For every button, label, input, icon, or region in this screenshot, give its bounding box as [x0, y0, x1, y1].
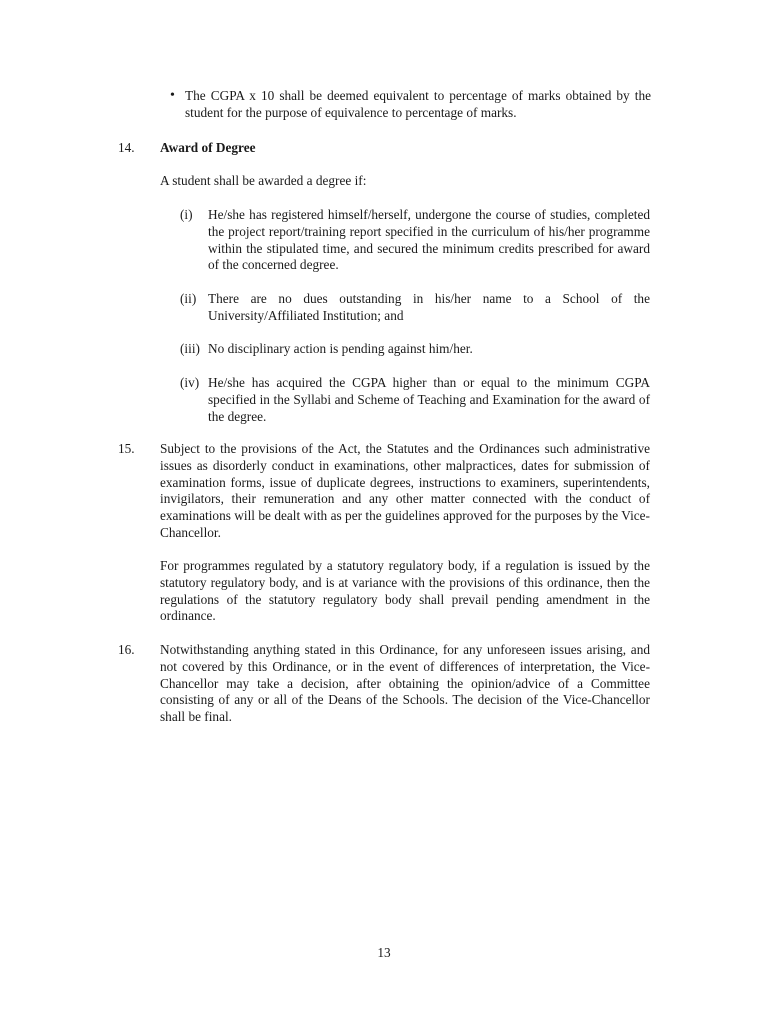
condition-text-ii: There are no dues outstanding in his/her name to a School of the University/Affiliated Institution; and — [208, 291, 650, 323]
section-14-intro: A student shall be awarded a degree if: — [160, 173, 367, 188]
section-14-number: 14. — [118, 140, 135, 155]
bullet-marker: • — [170, 88, 175, 103]
section-15-paragraph-2: For programmes regulated by a statutory regulatory body, if a regulation is issued by the statutory regulatory body, and is at variance with the provisions of this ordinance, then the regulations of the statutory regulatory body shall prevail pending amendment in the ordinance. — [160, 558, 650, 624]
condition-label-ii: (ii) — [180, 291, 197, 306]
condition-label-iv: (iv) — [180, 375, 200, 390]
section-14-title: Award of Degree — [160, 140, 256, 155]
section-16-paragraph: Notwithstanding anything stated in this Ordinance, for any unforeseen issues arising, and not covered by this Ordinance, or in the event of differences of interpretation, the Vice-Chancellor may take a decision, after obtaining the opinion/advice of a Committee consisting of any or all of the Deans of the Schools. The decision of the Vice-Chancellor shall be final. — [160, 642, 650, 725]
section-15-paragraph-1: Subject to the provisions of the Act, the Statutes and the Ordinances such administrative issues as disorderly conduct in examinations, other malpractices, dates for submission of examination forms, issue of duplicate degrees, instructions to examiners, superintendents, invigilators, their remuneration and any other matter connected with the conduct of examinations will be dealt with as per the guidelines approved for the purposes by the Vice-Chancellor. — [160, 441, 650, 540]
condition-label-i: (i) — [180, 207, 193, 222]
section-15-number: 15. — [118, 441, 135, 456]
cgpa-equivalence-bullet: The CGPA x 10 shall be deemed equivalent to percentage of marks obtained by the student for the purpose of equivalence to percentage of marks. — [185, 88, 651, 120]
page-number: 13 — [377, 945, 391, 960]
condition-label-iii: (iii) — [180, 341, 200, 356]
condition-text-iv: He/she has acquired the CGPA higher than or equal to the minimum CGPA specified in the Syllabi and Scheme of Teaching and Examination for the award of the degree. — [208, 375, 650, 424]
condition-text-i: He/she has registered himself/herself, undergone the course of studies, completed the project report/training report specified in the curriculum of his/her programme within the stipulated time, and secured the minimum credits prescribed for award of the concerned degree. — [208, 207, 650, 273]
section-16-number: 16. — [118, 642, 135, 657]
condition-text-iii: No disciplinary action is pending against him/her. — [208, 341, 473, 356]
